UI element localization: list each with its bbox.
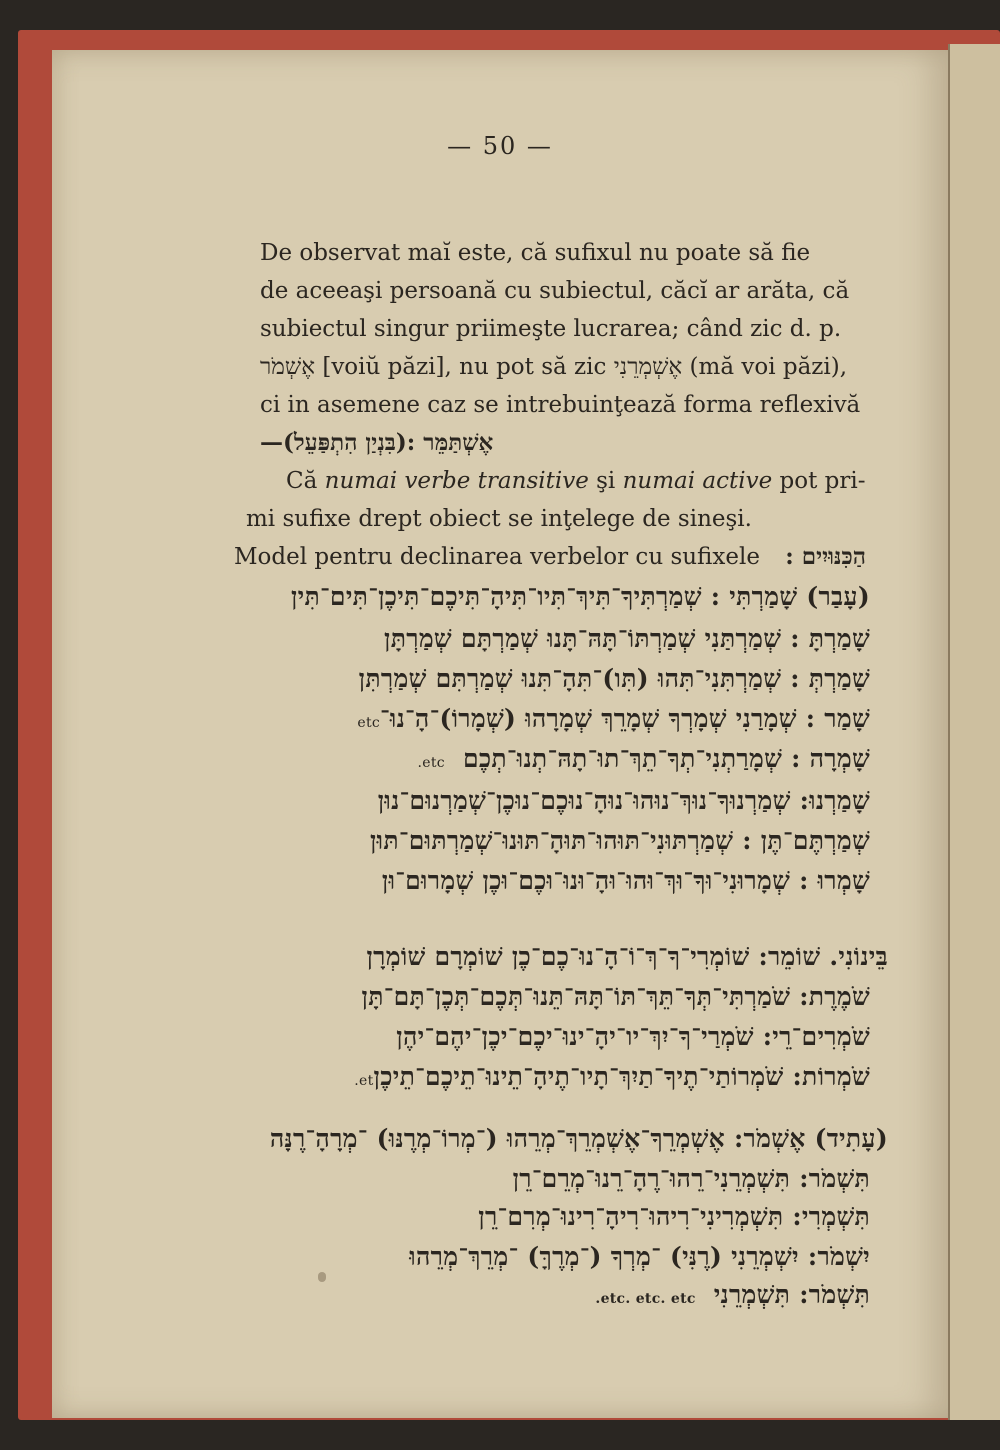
- participle-row: [354, 1062, 870, 1092]
- conjugation-row: שָׁמַרְתָּ : שְׁמַרְתַּנִי שְׁמַרְתּוֹ־תָּהּ־תָּנוּ שְׁמַרְתָּם שְׁמַרְתָּן: [384, 624, 870, 653]
- text-line: אֶשְׁמֹר [voiŭ păzi], nu pot să zic אֶשְׁמְרֵנִי (mă voi păzi),: [260, 354, 848, 380]
- conjugation-row: [357, 704, 870, 734]
- adjacent-page-edge: [948, 44, 1000, 1420]
- etc-note: et.: [354, 1073, 374, 1089]
- conjugation-row: (עָבַר) שָׁמַרְתִּי : שְׁמַרְתִּיךָ־תִּיךְ־תִּיו־תִּיהָ־תִּיכֶם־תִּיכֶן־תִּים־תִּין: [290, 582, 870, 611]
- conjugation-row: שְׁמַרְתֶּם־תֶּן : שְׁמַרְתּוּנִי־תּוּהוּ־תּוּהָ־תּוּנוּ־שְׁמַרְתּוּם־תּוּן: [369, 826, 870, 855]
- text-line: [260, 462, 940, 500]
- future-row: תִּשְׁמֹר: תִּשְׁמְרֵנִי־רֵהוּ־רֶהָ־רֵנוּ־מְרֵם־רֵן: [512, 1164, 870, 1193]
- conjugation-row: שָׁמְרוּ : שְׁמָרוּנִי־וּךָ־וּךְ־וּהוּ־וּהָ־וּנוּ־וּכֶם־וּכֶן שְׁמָרוּם־וּן: [381, 866, 870, 895]
- conjugation-text: שָׁמַר : שְׁמָרַנִי שְׁמָרְךָ שְׁמָרֵךְ שְׁמָרָהוּ (שְׁמָרוֹ)־הָ־נוּ־: [380, 704, 870, 733]
- conjugation-row: שָׁמַרְתְּ : שְׁמַרְתִּנִי־תִּהוּ (תִּו)־תִּהָ־תִּנוּ שְׁמַרְתִּם שְׁמַרְתִּן: [358, 664, 870, 693]
- participle-row: שֹׁמְרִים־רֵי: שֹׁמְרַי־ךָ־יִךְ־יו־יהָ־ינוּ־יכֶם־יכֶן־יהֶם־יהֶן: [396, 1022, 870, 1051]
- future-row: יִשְׁמֹר: יִשְׁמְרֵנִי (רֶנִּי) ־מְרְךָ (־מְרֶךָּ) ־מְרֵךְ־מְרֵהוּ: [409, 1242, 870, 1271]
- future-row: [595, 1280, 870, 1310]
- text-line: de aceeaşi persoană cu subiectul, căcĭ ar arăta, că: [260, 278, 850, 304]
- text-line: subiectul singur priimeşte lucrarea; când zic d. p.: [260, 316, 842, 342]
- future-row: תִּשְׁמְרִי: תִּשְׁמְרִינִי־רִיהוּ־רִיהָ־רִינוּ־מְרִם־רֵן: [478, 1202, 870, 1231]
- page-content: [52, 50, 948, 1418]
- etc-note: etc.: [417, 755, 445, 771]
- etc-note: etc: [357, 715, 381, 731]
- text-line: De observat maĭ este, că sufixul nu poate să fie: [260, 240, 811, 266]
- paragraph-2: [234, 462, 940, 576]
- text-segment: Model pentru declinarea verbelor cu sufixele: [234, 544, 760, 570]
- text-line: ci in asemene caz se intrebuinţează forma reflexivă: [260, 392, 861, 418]
- text-line-hebrew: —אֶשְׁתַּמֵּר :(בִּנְיַן הִתְפַּעֵל): [260, 429, 494, 456]
- page-number: — 50 —: [447, 132, 553, 160]
- conjugation-text: שָׁמְרָה : שְׁמָרַתְנִי־תְךָ־תֵךְ־תוּ־תָהּ־תְנוּ־תְכֶם: [462, 744, 870, 773]
- paragraph-1: [260, 234, 940, 462]
- book-page: [52, 50, 948, 1418]
- text-segment: pot pri-: [772, 468, 866, 494]
- future-row: (עָתִיד) אֶשְׁמֹר: אֶשְׁמְרֵךָ־אֶשְׁמְרֵךְ־מְרֵהוּ (־מְרוֹ־מְרֶנּוּ) ־מְרָהָ־רֶנָּה: [269, 1124, 888, 1153]
- participle-row: שֹׁמֶרֶת: שֹׁמַרְתִּי־תְּךָ־תֵּךְ־תּוֹ־תָּהּ־תֵּנוּ־תְּכֶם־תְּכֶן־תָּם־תָּן: [361, 982, 870, 1011]
- participle-row: בֵּינוֹנִי. שׁוֹמֵר: שׁוֹמְרִי־ךָ־ךְ־וֹ־הָ־נוּ־כֶם־כֶן שׁוֹמְרָם שׁוֹמְרָן: [366, 942, 888, 971]
- conjugation-text: תִּשְׁמֹר: תִּשְׁמְרֵנִי: [713, 1280, 870, 1309]
- text-segment: Că: [286, 468, 325, 494]
- conjugation-text: שֹׁמְרוֹת: שֹׁמְרוֹתַי־תֶיךָ־תַיִךְ־תָיו־תֶיהָ־תֵינוּ־תֵיכֶם־תֵיכֶן: [373, 1062, 870, 1091]
- text-line: mi sufixe drept obiect se inţelege de sineşi.: [246, 506, 752, 532]
- etc-note: etc. etc. etc.: [595, 1291, 696, 1307]
- conjugation-row: שָׁמַרְנוּ: שְׁמַרְנוּךָ־נוּךְ־נוּהוּ־נוּהָ־נוּכֶם־נוּכֶן־שְׁמַרְנוּם־נוּן: [377, 786, 870, 815]
- conjugation-row: [418, 744, 870, 774]
- ink-smudge: [318, 1272, 326, 1282]
- text-segment: şi: [588, 468, 623, 494]
- italic-phrase: numai verbe transitive: [324, 468, 589, 494]
- hebrew-term: הַכִּנּוּיִים :: [785, 543, 867, 570]
- italic-phrase: numai active: [622, 468, 773, 494]
- text-line: [234, 538, 940, 576]
